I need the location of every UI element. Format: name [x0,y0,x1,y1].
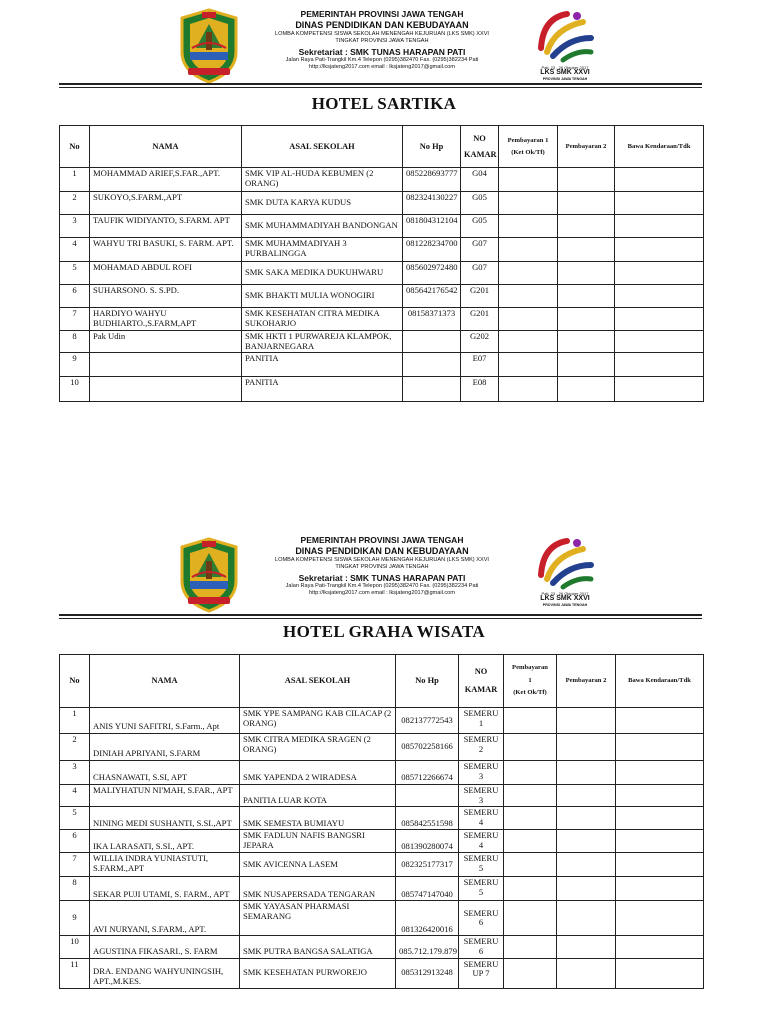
cell-nama: WILLIA INDRA YUNIASTUTI, S.FARM.,APT [90,853,240,877]
cell-bayar1 [504,830,557,853]
contact: http://lksjateng2017.com email : lksjateng2017@gmail.com [309,64,455,71]
cell-no: 1 [60,168,90,192]
secretariat: Sekretariat : SMK TUNAS HARAPAN PATI [298,572,466,583]
cell-bayar1 [499,192,558,215]
table-row [60,238,704,262]
letterhead-rule-thin [59,618,702,619]
logo-date-2: Pati, 23 - 26 Oktober 2017 [541,591,589,596]
table-row [60,308,704,331]
header-bawa-kendaraan: Bawa Kendaraan/Tdk [615,126,704,168]
cell-bawa [615,215,704,238]
cell-bayar1 [499,285,558,308]
table-row [60,262,704,285]
cell-bayar2 [557,734,616,761]
cell-bayar2 [558,331,615,353]
table-row [60,807,704,830]
table-body-sartika [60,168,704,402]
address: Jalan Raya Pati-Trangkil Km.4 Telepon (0295)382470 Fax. (0295)382234 Pati [285,57,479,64]
cell-asal: SMK VIP AL-HUDA KEBUMEN (2 ORANG) [242,168,403,192]
cell-nama: DRA. ENDANG WAHYUNINGSIH, APT.,M.KES. [90,958,240,988]
cell-no: 8 [60,331,90,353]
event-name: LOMBA KOMPETENSI SISWA SEKOLAH MENENGAH KEJURUAN (LKS SMK) XXVI [275,556,489,563]
cell-hp: 081228234700 [403,238,461,262]
contact: http://lksjateng2017.com email : lksjateng2017@gmail.com [309,590,455,597]
cell-asal: SMK AVICENNA LASEM [240,853,396,877]
cell-bayar1 [499,238,558,262]
cell-bawa [616,708,704,734]
cell-asal: SMK YPE SAMPANG KAB CILACAP (2 ORANG) [240,708,396,734]
letterhead-rule [59,614,702,616]
cell-kamar: SEMERU 5 [459,877,504,901]
cell-kamar: G04 [461,168,499,192]
secretariat: Sekretariat : SMK TUNAS HARAPAN PATI [298,46,466,57]
header-kamar-line2: KAMAR [464,149,497,159]
cell-no: 3 [60,761,90,785]
cell-bayar2 [557,830,616,853]
cell-bawa [615,377,704,402]
event-level: TINGKAT PROVINSI JAWA TENGAH [335,37,429,44]
header-bayar1-line1: Pembayaran [512,664,548,672]
cell-hp: 082325177317 [396,853,459,877]
cell-no: 5 [60,262,90,285]
cell-asal: SMK HKTI 1 PURWAREJA KLAMPOK, BANJARNEGARA [242,331,403,353]
table-row [60,761,704,785]
cell-nama: AGUSTINA FIKASARI., S. FARM [90,936,240,958]
header-no-hp: No Hp [396,655,459,708]
cell-asal: SMK SEMESTA BUMIAYU [240,807,396,830]
cell-nama: AVI NURYANI, S.FARM., APT. [90,901,240,936]
cell-bayar2 [558,262,615,285]
cell-bayar2 [558,308,615,331]
cell-bayar2 [557,708,616,734]
cell-bayar1 [504,958,557,988]
header-bayar1-line3: (Ket Ok/Tf) [513,689,547,697]
cell-bayar1 [504,761,557,785]
cell-hp: 08158371373 [403,308,461,331]
cell-bayar1 [499,308,558,331]
table-row [60,215,704,238]
header-kamar-line1: NO [474,667,488,677]
cell-nama: ANIS YUNI SAFITRI, S.Farm., Apt [90,708,240,734]
header-no-hp: No Hp [403,126,461,168]
cell-kamar: G05 [461,192,499,215]
header-asal-sekolah: ASAL SEKOLAH [240,655,396,708]
cell-no: 2 [60,192,90,215]
cell-no: 10 [60,377,90,402]
cell-hp: 085602972480 [403,262,461,285]
cell-hp: 085842551598 [396,807,459,830]
cell-bawa [615,238,704,262]
header-kamar-line1: NO [473,133,486,143]
gov-name: PEMERINTAH PROVINSI JAWA TENGAH [300,9,464,19]
table-row [60,331,704,353]
cell-kamar: G07 [461,238,499,262]
cell-hp: 081326420016 [396,901,459,936]
letterhead-rule [59,83,702,85]
cell-kamar: G201 [461,308,499,331]
logo-caption-small-1: PROVINSI JAWA TENGAH [542,77,588,81]
cell-bawa [615,168,704,192]
cell-bawa [616,853,704,877]
cell-bawa [615,353,704,377]
table-row [60,708,704,734]
cell-kamar: SEMERU UP 7 [459,958,504,988]
address: Jalan Raya Pati-Trangkil Km.4 Telepon (0295)382470 Fax. (0295)382234 Pati [285,583,479,590]
cell-bayar2 [558,377,615,402]
cell-bawa [616,936,704,958]
room-table-graha-wisata [59,654,704,989]
cell-bayar2 [557,958,616,988]
event-name: LOMBA KOMPETENSI SISWA SEKOLAH MENENGAH KEJURUAN (LKS SMK) XXVI [275,30,489,37]
cell-kamar: SEMERU 3 [459,785,504,807]
cell-nama: WAHYU TRI BASUKI, S. FARM. APT. [90,238,242,262]
dept-name: DINAS PENDIDIKAN DAN KEBUDAYAAN [295,545,469,556]
event-level: TINGKAT PROVINSI JAWA TENGAH [335,563,429,570]
cell-kamar: SEMERU 4 [459,807,504,830]
cell-bayar1 [504,734,557,761]
header-bawa-kendaraan: Bawa Kendaraan/Tdk [616,655,704,708]
cell-bayar1 [499,168,558,192]
cell-bawa [616,958,704,988]
table-row [60,734,704,761]
table-row [60,936,704,958]
cell-bayar2 [558,215,615,238]
cell-hp: 081804312104 [403,215,461,238]
cell-no: 4 [60,785,90,807]
table-row [60,192,704,215]
cell-nama: SUHARSONO. S. S.PD. [90,285,242,308]
cell-asal: SMK MUHAMMADIYAH BANDONGAN [242,215,403,238]
cell-nama: MOHAMAD ABDUL ROFI [90,262,242,285]
cell-bayar2 [558,353,615,377]
cell-kamar: G07 [461,262,499,285]
cell-bayar2 [558,168,615,192]
cell-bayar1 [504,785,557,807]
room-table-sartika [59,125,704,402]
cell-nama: Pak Udin [90,331,242,353]
cell-no: 6 [60,830,90,853]
cell-bayar2 [558,192,615,215]
logo-caption-1: LKS SMK XXVI [540,69,590,76]
cell-nama [90,377,242,402]
hotel-title-graha-wisata: HOTEL GRAHA WISATA [283,622,485,641]
cell-hp [396,785,459,807]
cell-no: 2 [60,734,90,761]
header-kamar-line2: KAMAR [464,685,498,694]
cell-asal: PANITIA [242,377,403,402]
header-asal-sekolah: ASAL SEKOLAH [242,126,403,168]
table-row [60,830,704,853]
cell-bawa [616,830,704,853]
cell-nama: CHASNAWATI, S.SI, APT [90,761,240,785]
cell-hp: 082324130227 [403,192,461,215]
cell-hp: 085312913248 [396,958,459,988]
table-row [60,785,704,807]
cell-asal: PANITIA [242,353,403,377]
header-pembayaran-1 [504,655,557,708]
cell-bayar2 [557,761,616,785]
cell-hp: 085702258166 [396,734,459,761]
cell-bayar2 [558,285,615,308]
cell-nama: SEKAR PUJI UTAMI, S. FARM., APT [90,877,240,901]
cell-bayar1 [499,377,558,402]
cell-bayar2 [557,901,616,936]
header-pembayaran-2: Pembayaran 2 [558,126,615,168]
table-row [60,285,704,308]
cell-hp: 085747147040 [396,877,459,901]
cell-bawa [616,761,704,785]
cell-asal: SMK KESEHATAN CITRA MEDIKA SUKOHARJO [242,308,403,331]
header-no-kamar [461,126,499,168]
header-nama: NAMA [90,655,240,708]
logo-date-1: Pati, 23 - 26 Oktober 2017 [541,65,589,70]
cell-nama: TAUFIK WIDIYANTO, S.FARM. APT [90,215,242,238]
table-row [60,958,704,988]
cell-kamar: SEMERU 3 [459,761,504,785]
cell-bayar2 [557,785,616,807]
cell-no: 7 [60,853,90,877]
cell-nama: SUKOYO,S.FARM.,APT [90,192,242,215]
dept-name: DINAS PENDIDIKAN DAN KEBUDAYAAN [295,19,469,30]
cell-no: 5 [60,807,90,830]
cell-bayar1 [504,807,557,830]
cell-nama: NINING MEDI SUSHANTI, S.SI.,APT [90,807,240,830]
cell-asal: SMK NUSAPERSADA TENGARAN [240,877,396,901]
cell-bayar1 [504,853,557,877]
cell-bayar2 [558,238,615,262]
cell-hp: 085228693777 [403,168,461,192]
cell-bayar2 [557,936,616,958]
cell-no: 7 [60,308,90,331]
cell-hp: 085712266674 [396,761,459,785]
cell-kamar: G05 [461,215,499,238]
cell-no: 10 [60,936,90,958]
cell-kamar: SEMERU 2 [459,734,504,761]
cell-no: 11 [60,958,90,988]
header-bayar1-line1: Pembayaran 1 [507,136,549,144]
cell-nama: MALIYHATUN NI'MAH, S.FAR., APT [90,785,240,807]
lks-logo-icon [533,8,597,72]
cell-kamar: G201 [461,285,499,308]
cell-asal: SMK YAPENDA 2 WIRADESA [240,761,396,785]
gov-name: PEMERINTAH PROVINSI JAWA TENGAH [300,535,464,545]
cell-bayar1 [499,331,558,353]
cell-bayar2 [557,807,616,830]
cell-kamar: SEMERU 5 [459,853,504,877]
lks-logo-icon [533,535,597,599]
cell-asal: SMK SAKA MEDIKA DUKUHWARU [242,262,403,285]
cell-bayar1 [499,262,558,285]
cell-bawa [616,901,704,936]
table-row [60,353,704,377]
cell-bawa [615,308,704,331]
header-no-kamar [459,655,504,708]
cell-bawa [616,877,704,901]
cell-asal: SMK KESEHATAN PURWOREJO [240,958,396,988]
header-pembayaran-2: Pembayaran 2 [557,655,616,708]
header-bayar1-line2: 1 [528,676,532,684]
cell-bayar2 [557,877,616,901]
cell-kamar: SEMERU 6 [459,936,504,958]
cell-asal: SMK CITRA MEDIKA SRAGEN (2 ORANG) [240,734,396,761]
table-row [60,377,704,402]
cell-kamar: G202 [461,331,499,353]
cell-nama: IKA LARASATI, S.SI., APT. [90,830,240,853]
cell-bawa [615,192,704,215]
letterhead-rule-thin [59,87,702,88]
cell-bayar1 [499,353,558,377]
cell-bayar1 [504,877,557,901]
cell-asal: SMK BHAKTI MULIA WONOGIRI [242,285,403,308]
header-no: No [60,126,90,168]
cell-asal: PANITIA LUAR KOTA [240,785,396,807]
cell-bawa [615,331,704,353]
letterhead-text-2 [232,535,532,597]
cell-bawa [616,734,704,761]
cell-no: 6 [60,285,90,308]
logo-caption-2: LKS SMK XXVI [540,595,590,602]
header-bayar1-line2: (Ket Ok/Tf) [511,148,545,156]
table-row [60,901,704,936]
cell-hp: 081390280074 [396,830,459,853]
table-row [60,877,704,901]
table-row [60,853,704,877]
cell-bawa [615,262,704,285]
cell-bawa [616,785,704,807]
letterhead-text-1 [232,9,532,71]
cell-bayar1 [504,936,557,958]
cell-asal: SMK FADLUN NAFIS BANGSRI JEPARA [240,830,396,853]
cell-kamar: SEMERU 6 [459,901,504,936]
cell-hp: 085642176542 [403,285,461,308]
cell-hp [403,353,461,377]
cell-bayar1 [504,708,557,734]
cell-bayar2 [557,853,616,877]
cell-no: 9 [60,353,90,377]
cell-nama: HARDIYO WAHYU BUDHIARTO.,S.FARM,APT [90,308,242,331]
header-pembayaran-1 [499,126,558,168]
logo-caption-small-2: PROVINSI JAWA TENGAH [542,603,588,607]
cell-bayar1 [499,215,558,238]
cell-no: 4 [60,238,90,262]
cell-no: 1 [60,708,90,734]
table-body-graha-wisata [60,708,704,989]
cell-no: 8 [60,877,90,901]
cell-asal: SMK YAYASAN PHARMASI SEMARANG [240,901,396,936]
cell-asal: SMK MUHAMMADIYAH 3 PURBALINGGA [242,238,403,262]
cell-kamar: SEMERU 1 [459,708,504,734]
table-row [60,168,704,192]
cell-kamar: E08 [461,377,499,402]
cell-nama: DINIAH APRIYANI, S.FARM [90,734,240,761]
cell-no: 9 [60,901,90,936]
cell-bayar1 [504,901,557,936]
cell-kamar: SEMERU 4 [459,830,504,853]
cell-bawa [616,807,704,830]
cell-hp [403,331,461,353]
cell-hp: 085.712.179.879 [396,936,459,958]
cell-hp [403,377,461,402]
cell-no: 3 [60,215,90,238]
cell-kamar: E07 [461,353,499,377]
cell-asal: SMK PUTRA BANGSA SALATIGA [240,936,396,958]
header-nama: NAMA [90,126,242,168]
hotel-title-sartika: HOTEL SARTIKA [311,94,457,113]
header-no: No [60,655,90,708]
cell-hp: 082137772543 [396,708,459,734]
cell-nama: MOHAMMAD ARIEF,S.FAR.,APT. [90,168,242,192]
cell-bawa [615,285,704,308]
cell-asal: SMK DUTA KARYA KUDUS [242,192,403,215]
cell-nama [90,353,242,377]
